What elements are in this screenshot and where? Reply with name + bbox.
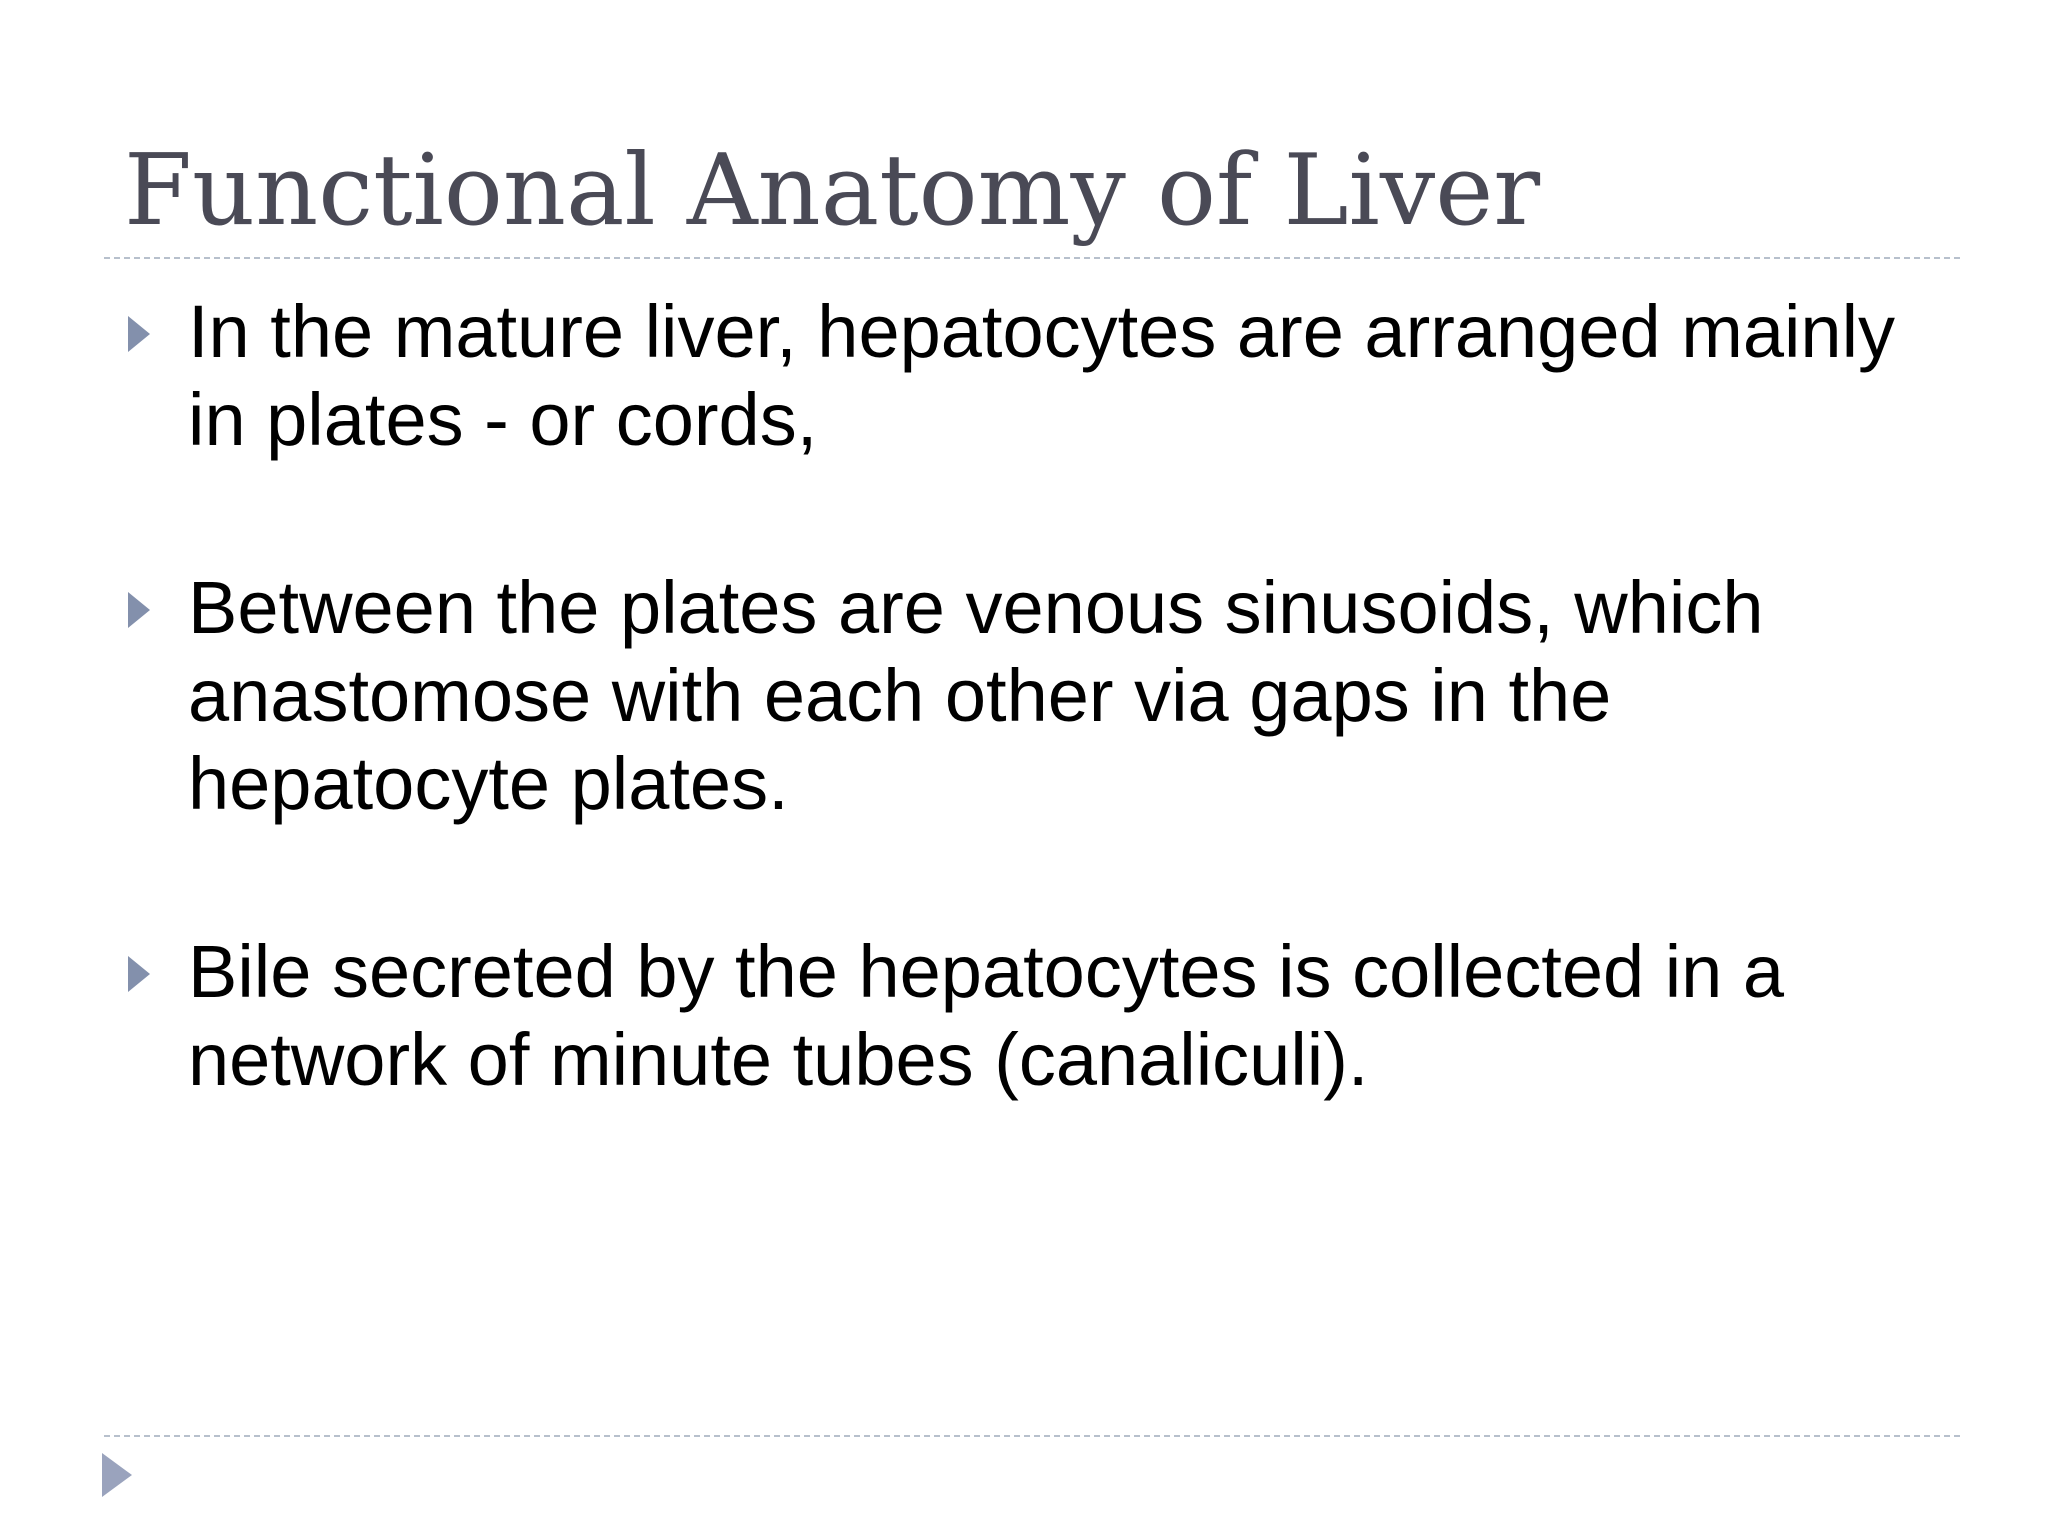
bullet-item xyxy=(124,288,1964,464)
bullet-text: Bile secreted by the hepatocytes is collected in a network of minute tubes (canaliculi). xyxy=(188,930,1785,1101)
title-divider xyxy=(104,257,1960,259)
bullet-list xyxy=(124,288,1964,1204)
bullet-item xyxy=(124,928,1964,1104)
next-slide-arrow-icon[interactable] xyxy=(102,1453,132,1497)
footer-divider xyxy=(104,1435,1960,1437)
triangle-right-icon xyxy=(128,956,150,992)
bullet-text: Between the plates are venous sinusoids, which anastomose with each other via gaps in the hepatocyte plates. xyxy=(188,566,1764,825)
bullet-item xyxy=(124,564,1964,828)
triangle-right-icon xyxy=(128,592,150,628)
slide-title: Functional Anatomy of Liver xyxy=(124,134,1541,248)
triangle-right-icon xyxy=(128,316,150,352)
bullet-text: In the mature liver, hepatocytes are arranged mainly in plates - or cords, xyxy=(188,290,1896,461)
